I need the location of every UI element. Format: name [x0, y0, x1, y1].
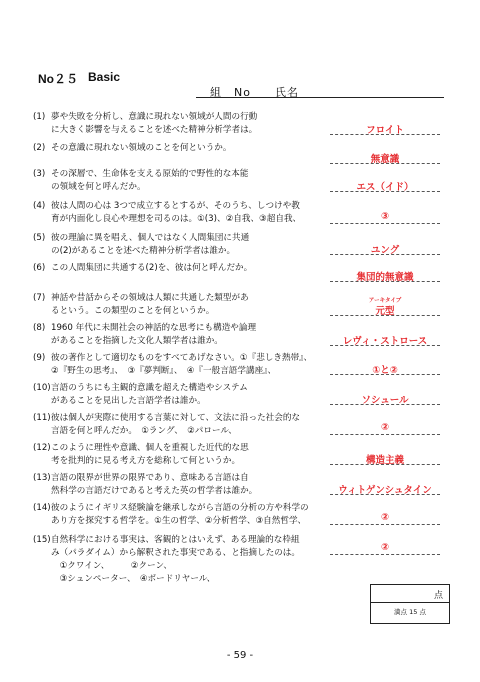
question-text	[51, 382, 336, 408]
question-line: 夢や失敗を分析し、意識に現れない領域が人間の行動	[51, 112, 258, 122]
question-number: (3)	[33, 169, 46, 179]
question-line: があることを見出した言語学者は誰か。	[51, 396, 206, 406]
question-line: ①クワイン、 ②クーン、	[51, 561, 173, 571]
question-line: 彼のようにイギリス経験論を継承しながら言語の分析の方や科学の	[51, 503, 309, 513]
question-text	[51, 502, 336, 528]
answer-ruby: アーキタイプ	[368, 298, 402, 304]
answer-text: ウィトゲンシュタイン	[338, 485, 432, 496]
answer-text: レヴィ・ストロース	[342, 336, 428, 347]
question-line: この人間集団に共通する(2)を、彼は何と呼んだか。	[51, 263, 253, 273]
question-line: ②『野生の思考』、 ③『夢判断』、 ④『一般言語学講座』、	[51, 366, 277, 376]
question-line: 自然科学における事実は、客観的とはいえず、ある理論的な枠組	[51, 535, 300, 545]
question-number: (10)	[33, 383, 51, 393]
score-box	[370, 584, 450, 624]
question-line: に大きく影響を与えることを述べた精神分析学者は。	[51, 125, 258, 135]
question-line: 育が内面化し良心や理想を司るのは。①(3)、②自我、③超自我、	[51, 214, 302, 224]
question-number: (9)	[33, 353, 46, 363]
answer-text: ユング	[370, 245, 400, 256]
answer-line	[330, 494, 440, 495]
answer-line	[330, 374, 440, 375]
question-line: その意識に現れない領域のことを何というか。	[51, 143, 232, 153]
question-number: (13)	[33, 473, 51, 483]
score-divider	[371, 602, 449, 603]
answer-text: 集団的無意識	[356, 272, 414, 283]
question-line: の領域を何と呼んだか。	[51, 182, 146, 192]
question-number: (12)	[33, 443, 51, 453]
answer-line	[330, 134, 440, 135]
page-number: - 59 -	[226, 650, 254, 661]
answer-line	[330, 345, 440, 346]
question-number: (1)	[33, 112, 46, 122]
question-line: 彼の理論に異を唱え、個人ではなく人間集団に共通	[51, 233, 250, 243]
question-line: 神話や昔話からその領域は人類に共通した類型があ	[51, 293, 249, 303]
full-score-label: 満点 15 点	[394, 608, 426, 616]
question-number: (5)	[33, 233, 46, 243]
answer-text: フロイト	[366, 125, 404, 136]
answer-text: 構造主義	[365, 455, 404, 466]
answer-text: エス（イド）	[356, 182, 414, 193]
level-label: Basic	[88, 70, 121, 84]
question-line: 彼は人間の心は 3つで成立するとするが、そのうち、しつけや教	[51, 201, 300, 211]
answer-text: 無意識	[370, 154, 400, 165]
question-number: (11)	[33, 413, 51, 423]
question-line: 然科学の言語だけであると考えた英の哲学者は誰か。	[51, 486, 258, 496]
question-text	[51, 412, 336, 438]
answer-line	[330, 281, 440, 282]
question-line: の(2)があることを述べた精神分析学者は誰か。	[51, 246, 236, 256]
question-number: (2)	[33, 143, 46, 153]
answer-text: ②	[380, 512, 390, 523]
score-unit: 点	[433, 591, 443, 601]
question-line: その深層で、生命体を支える原始的で野性的な本能	[51, 169, 249, 179]
answer-line	[330, 163, 440, 164]
question-text	[51, 442, 336, 468]
answer-line	[330, 223, 440, 224]
question-line: があることを指摘した文化人類学者は誰か。	[51, 336, 223, 346]
sheet-number: No２５	[38, 72, 78, 86]
answer-line	[330, 434, 440, 435]
question-text	[51, 111, 336, 137]
question-text	[51, 534, 336, 586]
question-line: 考を批判的に見る考え方を総称して何というか。	[51, 456, 241, 466]
question-text	[51, 322, 336, 348]
answer-line	[330, 315, 440, 316]
question-line: 1960 年代に未開社会の神話的な思考にも構造や論理	[51, 323, 257, 333]
question-number: (7)	[33, 293, 46, 303]
question-number: (6)	[33, 263, 46, 273]
question-line: み（パラダイム）から解釈された事実である、と指摘したのは。	[51, 548, 300, 558]
answer-text: 元型	[375, 306, 395, 317]
answer-text: ソシュール	[361, 395, 409, 406]
question-text	[51, 168, 336, 194]
question-line: 言語の限界が世界の限界であり、意味ある言語は自	[51, 473, 249, 483]
answer-text: ①と②	[372, 365, 398, 376]
question-line: 言語を何と呼んだか。 ①ラング、 ②パロール、	[51, 426, 237, 436]
question-line: 彼は個人が実際に使用する言葉に対して、文法に沿った社会的な	[51, 413, 301, 423]
answer-line	[330, 464, 440, 465]
question-line: あり方を探究する哲学を。①生の哲学、②分析哲学、③自然哲学、	[51, 516, 307, 526]
question-number: (14)	[33, 503, 51, 513]
answer-text: ③	[380, 211, 390, 222]
answer-text: ②	[380, 422, 390, 433]
question-text	[51, 262, 336, 275]
question-number: (4)	[33, 201, 46, 211]
question-number: (15)	[33, 535, 51, 545]
answer-line	[330, 404, 440, 405]
question-line: 彼の著作として適切なものをすべてあげなさい。①『悲しき熱帯』、	[51, 353, 313, 363]
question-text	[51, 292, 336, 318]
answer-line	[330, 254, 440, 255]
question-number: (8)	[33, 323, 46, 333]
question-text	[51, 200, 336, 226]
question-line: このように理性や意識、個人を重視した近代的な思	[51, 443, 249, 453]
question-line: ③シュンペーター、 ④ボードリヤール、	[51, 574, 216, 584]
answer-line	[330, 554, 440, 555]
question-text	[51, 472, 336, 498]
name-label: 組 No 氏名	[210, 86, 299, 99]
answer-line	[330, 191, 440, 192]
answer-line	[330, 524, 440, 525]
question-line: 言語のうちにも主観的意識を超えた構造やシステム	[51, 383, 248, 393]
question-text	[51, 142, 336, 155]
answer-text: ②	[380, 542, 390, 553]
question-text	[51, 352, 336, 378]
question-line: るという。この類型のことを何というか。	[51, 306, 215, 316]
question-text	[51, 232, 336, 258]
